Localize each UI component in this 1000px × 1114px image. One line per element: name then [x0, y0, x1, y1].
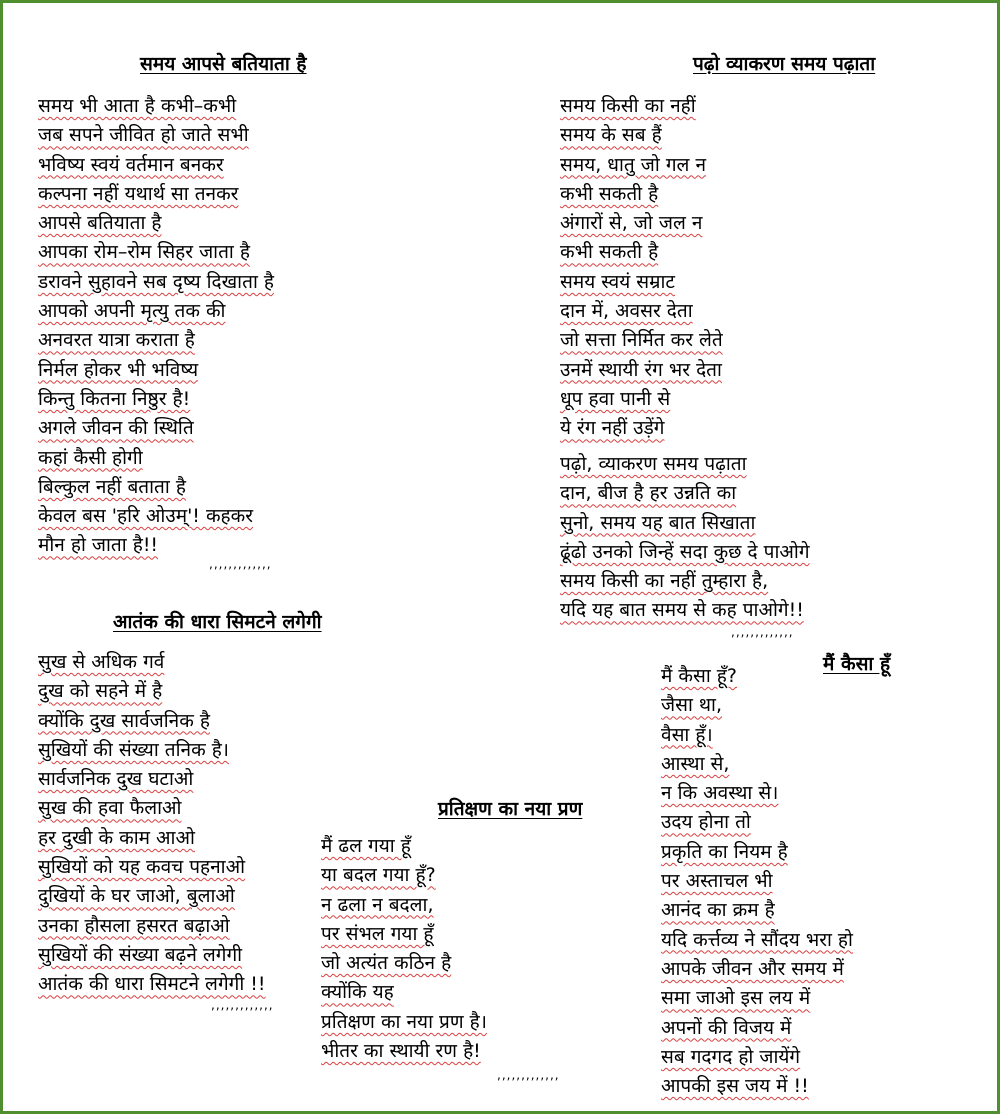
poem-line: आपके जीवन और समय में	[661, 957, 844, 980]
poem-body-pratikshan	[321, 833, 487, 1067]
poem-line: सुख की हवा फैलाओ	[38, 797, 182, 820]
poem-line: सुखियों को यह कवच पहनाओ	[38, 856, 246, 879]
poem-line: समय, धातु जो गल न	[560, 153, 707, 176]
poem-line: न कि अवस्था से।	[661, 782, 779, 805]
poem-line: कभी सकती है	[560, 241, 659, 264]
poem-line: अगले जीवन की स्थिति	[38, 417, 194, 440]
poem-line: पर संभल गया हूँ	[321, 922, 434, 945]
poem-line: सब गदगद हो जायेंगे	[661, 1045, 801, 1068]
poem-line: यदि कर्त्तव्य ने सौंदय भरा हो	[661, 928, 853, 951]
poem-line: या बदल गया हूँ?	[321, 864, 436, 887]
poem-title-aatank: आतंक की धारा सिमटने लगेगी	[113, 611, 322, 633]
poem-line: कभी सकती है	[560, 182, 659, 205]
poem-line: समय किसी का नहीं	[560, 95, 696, 117]
poem-title-pratikshan: प्रतिक्षण का नया प्रण	[438, 798, 583, 820]
poem-line: क्योंकि यह	[321, 981, 394, 1004]
poem-line: सार्वजनिक दुख घटाओ	[38, 768, 194, 791]
poem-title-main-kaisa-hoon: मैं कैसा हूँ	[823, 653, 891, 675]
poem-end-marker: ,,,,,,,,,,,,,	[731, 625, 794, 639]
poem-line: कल्पना नहीं यथार्थ सा तनकर	[38, 182, 239, 205]
poem-line: मैं ढल गया हूँ	[321, 835, 411, 857]
poem-line: समय के सब हैं	[560, 124, 662, 147]
poem-body-padho-vyakaran	[560, 93, 723, 445]
poem-line: समय किसी का नहीं तुम्हारा है,	[560, 570, 769, 593]
poem-line: अनवरत यात्रा कराता है	[38, 329, 195, 352]
poem-line: कहां कैसी होगी	[38, 446, 143, 469]
poem-line: न ढला न बदला,	[321, 893, 434, 916]
poem-end-marker: ,,,,,,,,,,,,,	[497, 1068, 560, 1082]
poem-line: पढ़ो, व्याकरण समय पढ़ाता	[560, 453, 747, 475]
poem-line: निर्मल होकर भी भविष्य	[38, 358, 199, 381]
poem-line: समा जाओ इस लय में	[661, 987, 811, 1010]
poem-end-marker: ,,,,,,,,,,,,,	[211, 998, 274, 1012]
poem-title-samay-aapse: समय आपसे बतियाता है	[140, 53, 307, 75]
poem-line: ढूंढो उनको जिन्हें सदा कुछ दे पाओगे	[560, 540, 810, 563]
poem-line: क्योंकि दुख सार्वजनिक है	[38, 709, 210, 732]
poem-line: दुखियों के घर जाओ, बुलाओ	[38, 885, 235, 908]
poem-line: प्रतिक्षण का नया प्रण है।	[321, 1010, 487, 1033]
poem-line: आतंक की धारा सिमटने लगेगी !!	[38, 973, 266, 996]
poem-line: उनमें स्थायी रंग भर देता	[560, 358, 722, 381]
poem-line: सुख से अधिक गर्व	[38, 651, 165, 673]
poem-line: आपका रोम–रोम सिहर जाता है	[38, 241, 250, 264]
poem-line: समय स्वयं सम्राट	[560, 270, 675, 293]
poem-line: जो सत्ता निर्मित कर लेते	[560, 329, 723, 352]
poem-end-marker: ,,,,,,,,,,,,,	[209, 557, 272, 571]
poem-line: आपसे बतियाता है	[38, 212, 162, 235]
poem-line: जब सपने जीवित हो जाते सभी	[38, 124, 249, 147]
poem-line: जैसा था,	[661, 694, 723, 717]
poem-line: वैसा हूँ।	[661, 723, 713, 746]
poem-line: प्रकृति का नियम है	[661, 840, 788, 863]
poem-title-padho-vyakaran: पढ़ो व्याकरण समय पढ़ाता	[693, 53, 876, 75]
poem-line: सुखियों की संख्या तनिक है।	[38, 738, 229, 761]
poem-line: समय भी आता है कभी–कभी	[38, 95, 237, 117]
poem-line: दान में, अवसर देता	[560, 300, 693, 323]
poem-line: उनका हौसला हसरत बढ़ाओ	[38, 914, 230, 937]
poem-line: डरावने सुहावने सब दृष्य दिखाता है	[38, 270, 274, 293]
poem-line: आपकी इस जय में !!	[661, 1075, 809, 1098]
poem-stanza-padho-vyakaran	[560, 451, 810, 627]
poem-line: अपनों की विजय में	[661, 1016, 792, 1039]
poem-line: मैं कैसा हूँ?	[661, 665, 737, 687]
poem-line: सुनो, समय यह बात सिखाता	[560, 511, 756, 534]
poem-line: धूप हवा पानी से	[560, 387, 671, 410]
poem-line: केवल बस 'हरि ओउम्'! कहकर	[38, 505, 253, 528]
poem-line: किन्तु कितना निष्ठुर है!	[38, 387, 191, 410]
poem-line: भविष्य स्वयं वर्तमान बनकर	[38, 153, 224, 176]
poem-line: आपको अपनी मृत्यु तक की	[38, 300, 226, 323]
poem-body-aatank	[38, 649, 266, 1001]
poem-line: बिल्कुल नहीं बताता है	[38, 475, 186, 498]
poem-line: आनंद का क्रम है	[661, 899, 775, 922]
poem-line: अंगारों से, जो जल न	[560, 212, 703, 235]
poem-line: यदि यह बात समय से कह पाओगे!!	[560, 599, 804, 622]
poem-line: ये रंग नहीं उड़ेंगे	[560, 417, 665, 440]
poem-line: मौन हो जाता है!!	[38, 534, 159, 557]
poem-line: दुख को सहने में है	[38, 680, 163, 703]
poem-line: सुखियों की संख्या बढ़ने लगेगी	[38, 943, 243, 966]
poem-line: पर अस्ताचल भी	[661, 870, 773, 893]
poem-line: हर दुखी के काम आओ	[38, 826, 195, 849]
poem-line: उदय होना तो	[661, 811, 751, 834]
poem-line: जो अत्यंत कठिन है	[321, 952, 452, 975]
poem-line: आस्था से,	[661, 752, 730, 775]
poem-body-samay-aapse	[38, 93, 274, 562]
poem-line: दान, बीज है हर उन्नति का	[560, 482, 737, 505]
poem-line: भीतर का स्थायी रण है!	[321, 1040, 481, 1063]
poem-body-main-kaisa-hoon	[661, 663, 853, 1102]
